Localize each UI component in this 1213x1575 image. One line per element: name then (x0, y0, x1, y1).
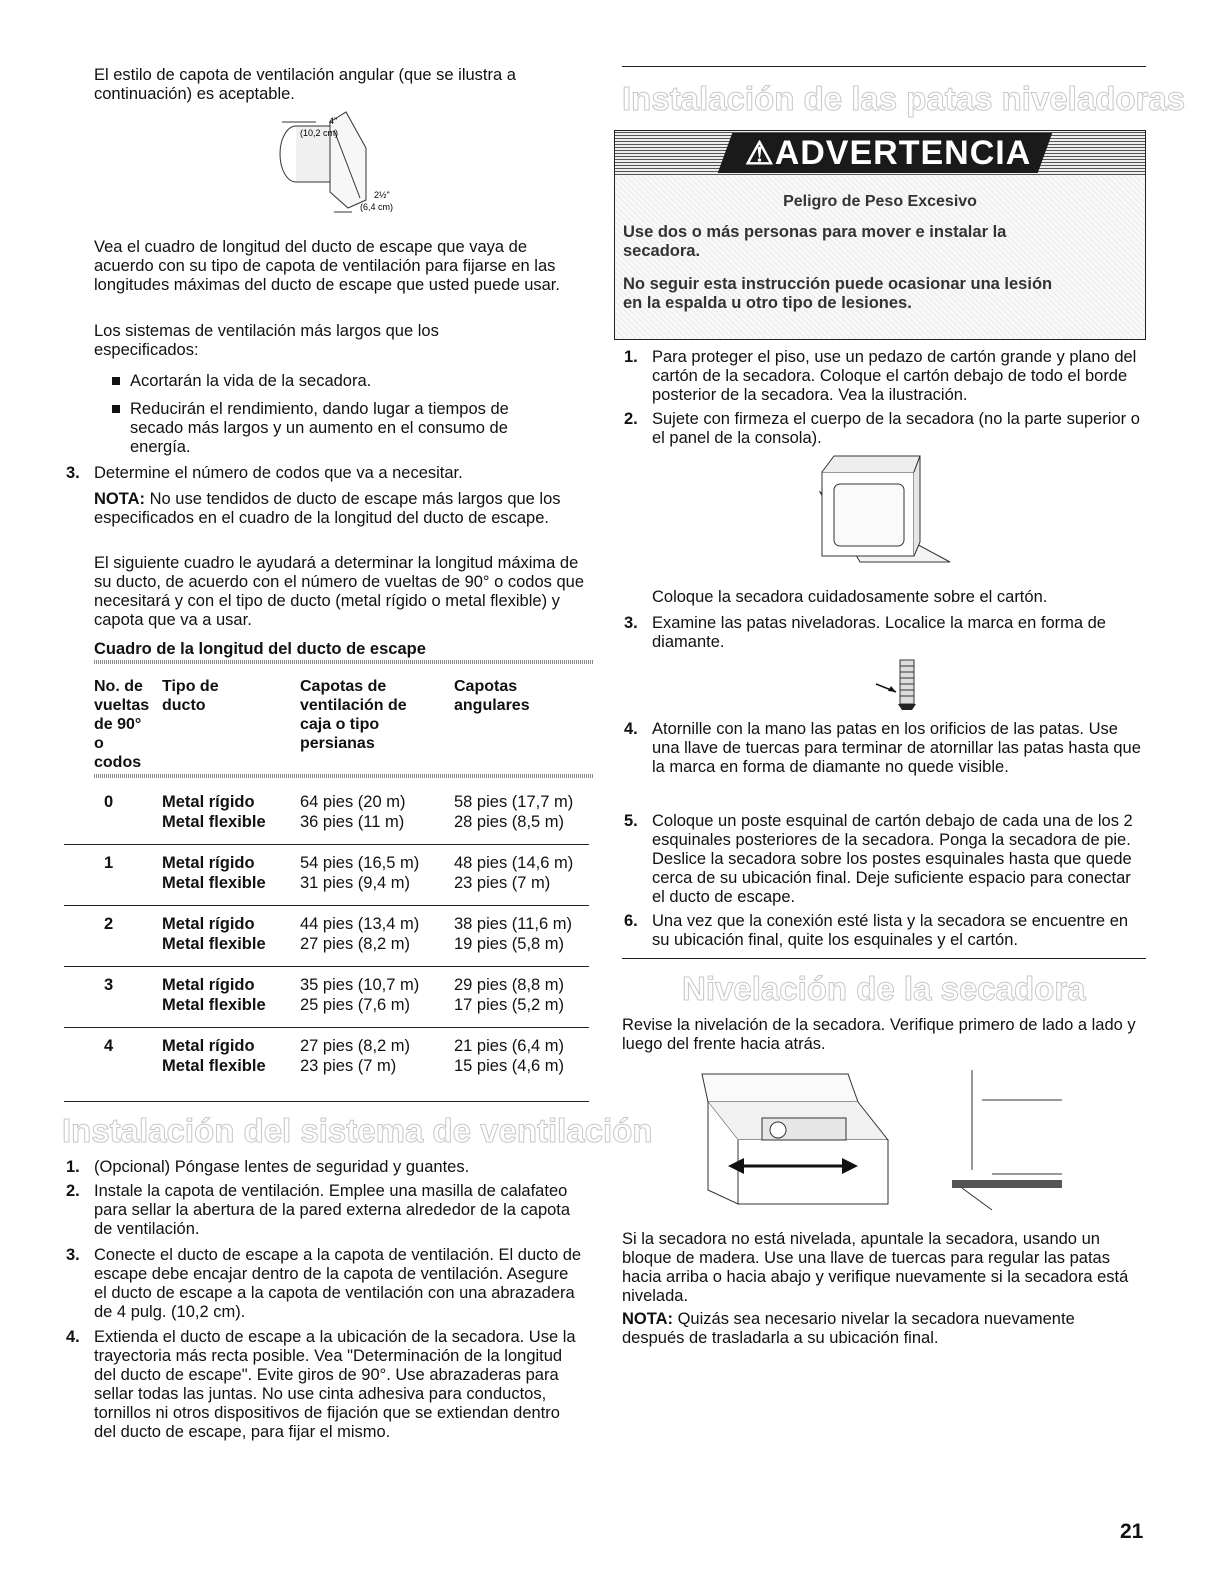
table-cell-duct-rigid: Metal rígido (162, 1037, 255, 1055)
bullet-item-2 (114, 400, 554, 457)
step-number: 4. (66, 1328, 80, 1346)
header-duct-type: Tipo de ducto (162, 678, 219, 714)
section-divider (622, 958, 1146, 959)
section-title-vent-install: Instalación del sistema de ventilación (62, 1112, 653, 1149)
table-cell-angular-rigid: 21 pies (6,4 m) (454, 1037, 565, 1055)
step-number: 1. (624, 348, 638, 366)
table-top-rule (94, 660, 594, 664)
step-text: Una vez que la conexión esté lista y la secadora se encuentre en su ubicación final, quite los esquinales y el cartón. (652, 912, 1129, 949)
table-cell-elbows: 0 (104, 793, 114, 811)
table-row-divider (64, 844, 589, 845)
warning-title-text: ADVERTENCIA (774, 134, 1032, 172)
step-item (66, 1182, 584, 1239)
step-number: 3. (66, 464, 80, 482)
table-cell-box-flexible: 36 pies (11 m) (300, 813, 405, 831)
table-title: Cuadro de la longitud del ducto de escape (94, 640, 426, 658)
table-cell-duct-flexible: Metal flexible (162, 1057, 266, 1075)
fig-label-10cm: (10,2 cm) (300, 128, 339, 138)
section-title-leveling-legs: Instalación de las patas niveladoras (622, 80, 1186, 117)
step-text: Instale la capota de ventilación. Emplee una masilla de calafateo para sellar la abertura de la pared externa alrededor de la capota de ventilación. (94, 1182, 571, 1238)
table-cell-angular-rigid: 48 pies (14,6 m) (454, 854, 574, 872)
step-text: Coloque un poste esquinal de cartón debajo de cada una de los 2 esquinales posteriores de la secadora. Ponga la secadora de pie. Deslice la secadora sobre los postes esquinales hasta que quede cerca de su ubicación final. Deje suficiente espacio para conectar el ducto de escape. (652, 812, 1133, 906)
step-number: 2. (624, 410, 638, 428)
table-cell-elbows: 3 (104, 976, 114, 994)
warning-box (614, 130, 1146, 340)
table-cell-duct-flexible: Metal flexible (162, 996, 266, 1014)
step-number: 1. (66, 1158, 80, 1176)
step-text: (Opcional) Póngase lentes de seguridad y guantes. (94, 1158, 470, 1176)
nota-label: NOTA: (94, 490, 146, 508)
intro-text: El estilo de capota de ventilación angular (que se ilustra a continuación) es aceptable. (94, 66, 516, 103)
step-number: 3. (624, 614, 638, 632)
step-number: 3. (66, 1246, 80, 1264)
table-cell-elbows: 2 (104, 915, 114, 933)
step-text: Extienda el ducto de escape a la ubicación de la secadora. Use la trayectoria más recta posible. Vea "Determinación de la longitud del ducto de escape". Evite giros de 90°. Use abrazaderas para sellar todas las juntas. No use cinta adhesiva para conductos, tornillos ni otros dispositivos de fijación que se extiendan dentro del ducto de escape, para fijar el mismo. (94, 1328, 576, 1441)
step-item (66, 1158, 584, 1177)
table-cell-box-flexible: 27 pies (8,2 m) (300, 935, 411, 953)
step-item (624, 348, 1142, 405)
side-to-side-level-figure (698, 1070, 898, 1210)
step-text: Sujete con firmeza el cuerpo de la secadora (no la parte superior o el panel de la consola). (652, 410, 1140, 447)
step-number: 6. (624, 912, 638, 930)
table-cell-duct-rigid: Metal rígido (162, 854, 255, 872)
nota-text: Quizás sea necesario nivelar la secadora nuevamente después de trasladarla a su ubicación final. (622, 1310, 1075, 1347)
bullet-text: Acortarán la vida de la secadora. (130, 372, 372, 390)
header-elbows: No. de vueltas de 90° o codos (94, 678, 150, 771)
section-divider (622, 66, 1146, 67)
not-level-paragraph: Si la secadora no está nivelada, apuntale la secadora, usando un bloque de madera. Use una llave de tuercas para regular las patas hacia arriba o hacia abajo y verifique nuevamente si la secadora está nivelada. (622, 1230, 1129, 1305)
table-cell-angular-flexible: 17 pies (5,2 m) (454, 996, 565, 1014)
step-item (624, 812, 1142, 907)
leveling-intro: Revise la nivelación de la secadora. Verifique primero de lado a lado y luego del frente hacia atrás. (622, 1016, 1136, 1053)
table-row-divider (64, 966, 589, 967)
step-number: 2. (66, 1182, 80, 1200)
vent-length-paragraph: Vea el cuadro de longitud del ducto de escape que vaya de acuerdo con su tipo de capota de ventilación para fijarse en las longitudes máximas del ducto de escape que usted puede usar. (94, 238, 560, 294)
header-box-hoods: Capotas de ventilación de caja o tipo persianas (300, 678, 407, 752)
page-number: 21 (1120, 1520, 1144, 1543)
table-cell-box-rigid: 27 pies (8,2 m) (300, 1037, 411, 1055)
nota-text: No use tendidos de ducto de escape más largos que los especificados en el cuadro de la longitud del ducto de escape. (94, 490, 561, 527)
table-cell-box-flexible: 25 pies (7,6 m) (300, 996, 411, 1014)
table-cell-angular-rigid: 38 pies (11,6 m) (454, 915, 572, 933)
cardboard-caption: Coloque la secadora cuidadosamente sobre el cartón. (652, 588, 1048, 606)
fig-label-4in: 4" (329, 116, 338, 126)
table-cell-angular-flexible: 23 pies (7 m) (454, 874, 551, 892)
dryer-on-cardboard-figure (800, 452, 960, 572)
step-3 (66, 464, 584, 483)
fig-label-6cm: (6,4 cm) (360, 202, 394, 212)
angular-vent-hood-figure (234, 112, 434, 222)
nota-paragraph-right (622, 1310, 1122, 1348)
table-cell-angular-flexible: 19 pies (5,8 m) (454, 935, 565, 953)
warning-text-2: No seguir esta instrucción puede ocasionar una lesión en la espalda u otro tipo de lesiones. (623, 275, 1053, 312)
step-item (66, 1246, 584, 1322)
table-cell-duct-flexible: Metal flexible (162, 874, 266, 892)
step-item (624, 410, 1142, 448)
step-text: Para proteger el piso, use un pedazo de cartón grande y plano del cartón de la secadora. Coloque el cartón debajo de todo el borde posterior de la secadora. Vea la ilustración. (652, 348, 1137, 404)
warning-text-1: Use dos o más personas para mover e instalar la secadora. (623, 223, 1007, 260)
warning-heading: Peligro de Peso Excesivo (783, 193, 977, 210)
warning-triangle-icon: ⚠ (745, 135, 775, 171)
chart-intro-paragraph: El siguiente cuadro le ayudará a determinar la longitud máxima de su ducto, de acuerdo con el número de vueltas de 90° o codos que necesitará y con el tipo de ducto (metal rígido o metal flexible) y capota que va a usar. (94, 554, 585, 629)
front-to-back-level-figure (932, 1070, 1072, 1210)
step-number: 5. (624, 812, 638, 830)
table-cell-duct-rigid: Metal rígido (162, 915, 255, 933)
step-text: Determine el número de codos que va a necesitar. (94, 464, 463, 482)
table-cell-angular-flexible: 15 pies (4,6 m) (454, 1057, 565, 1075)
table-cell-duct-rigid: Metal rígido (162, 976, 255, 994)
table-cell-box-rigid: 54 pies (16,5 m) (300, 854, 420, 872)
header-angular-hoods: Capotas angulares (454, 678, 530, 714)
table-cell-box-flexible: 23 pies (7 m) (300, 1057, 397, 1075)
step-item (624, 720, 1142, 777)
table-cell-box-rigid: 35 pies (10,7 m) (300, 976, 420, 994)
table-cell-duct-flexible: Metal flexible (162, 935, 266, 953)
table-cell-box-rigid: 64 pies (20 m) (300, 793, 406, 811)
table-header-rule (94, 774, 594, 778)
table-row-divider (64, 905, 589, 906)
step-text: Atornille con la mano las patas en los orificios de las patas. Use una llave de tuercas para terminar de atornillar las patas hasta que la marca en forma de diamante no quede visible. (652, 720, 1141, 776)
table-cell-duct-flexible: Metal flexible (162, 813, 266, 831)
table-cell-box-rigid: 44 pies (13,4 m) (300, 915, 420, 933)
step-item (66, 1328, 584, 1442)
warning-title (745, 134, 1031, 173)
section-divider (64, 1101, 589, 1102)
table-cell-elbows: 1 (104, 854, 114, 872)
step-text: Conecte el ducto de escape a la capota de ventilación. El ducto de escape debe encajar dentro de la capota de ventilación. Asegure el ducto de escape a la capota de ventilación con una abrazadera de 4 pulg. (10,2 cm). (94, 1246, 582, 1321)
nota-label: NOTA: (622, 1310, 674, 1328)
nota-paragraph (94, 490, 584, 528)
bullet-marker (112, 405, 120, 413)
bullet-item-1 (114, 372, 584, 391)
step-number: 4. (624, 720, 638, 738)
table-cell-angular-rigid: 29 pies (8,8 m) (454, 976, 565, 994)
step-item (624, 912, 1142, 950)
bullet-marker (112, 377, 120, 385)
table-row-divider (64, 1027, 589, 1028)
fig-label-2half-in: 2½" (374, 190, 390, 200)
table-cell-box-flexible: 31 pies (9,4 m) (300, 874, 411, 892)
table-cell-elbows: 4 (104, 1037, 114, 1055)
bullet-text: Reducirán el rendimiento, dando lugar a tiempos de secado más largos y un aumento en el consumo de energía. (130, 400, 509, 456)
step-text: Examine las patas niveladoras. Localice la marca en forma de diamante. (652, 614, 1106, 651)
table-cell-angular-flexible: 28 pies (8,5 m) (454, 813, 565, 831)
table-cell-angular-rigid: 58 pies (17,7 m) (454, 793, 574, 811)
leveling-step-3 (624, 614, 1142, 652)
longer-systems-paragraph: Los sistemas de ventilación más largos que los especificados: (94, 322, 439, 359)
section-title-leveling-dryer: Nivelación de la secadora (682, 970, 1086, 1007)
table-cell-duct-rigid: Metal rígido (162, 793, 255, 811)
leveling-leg-figure (872, 660, 932, 710)
